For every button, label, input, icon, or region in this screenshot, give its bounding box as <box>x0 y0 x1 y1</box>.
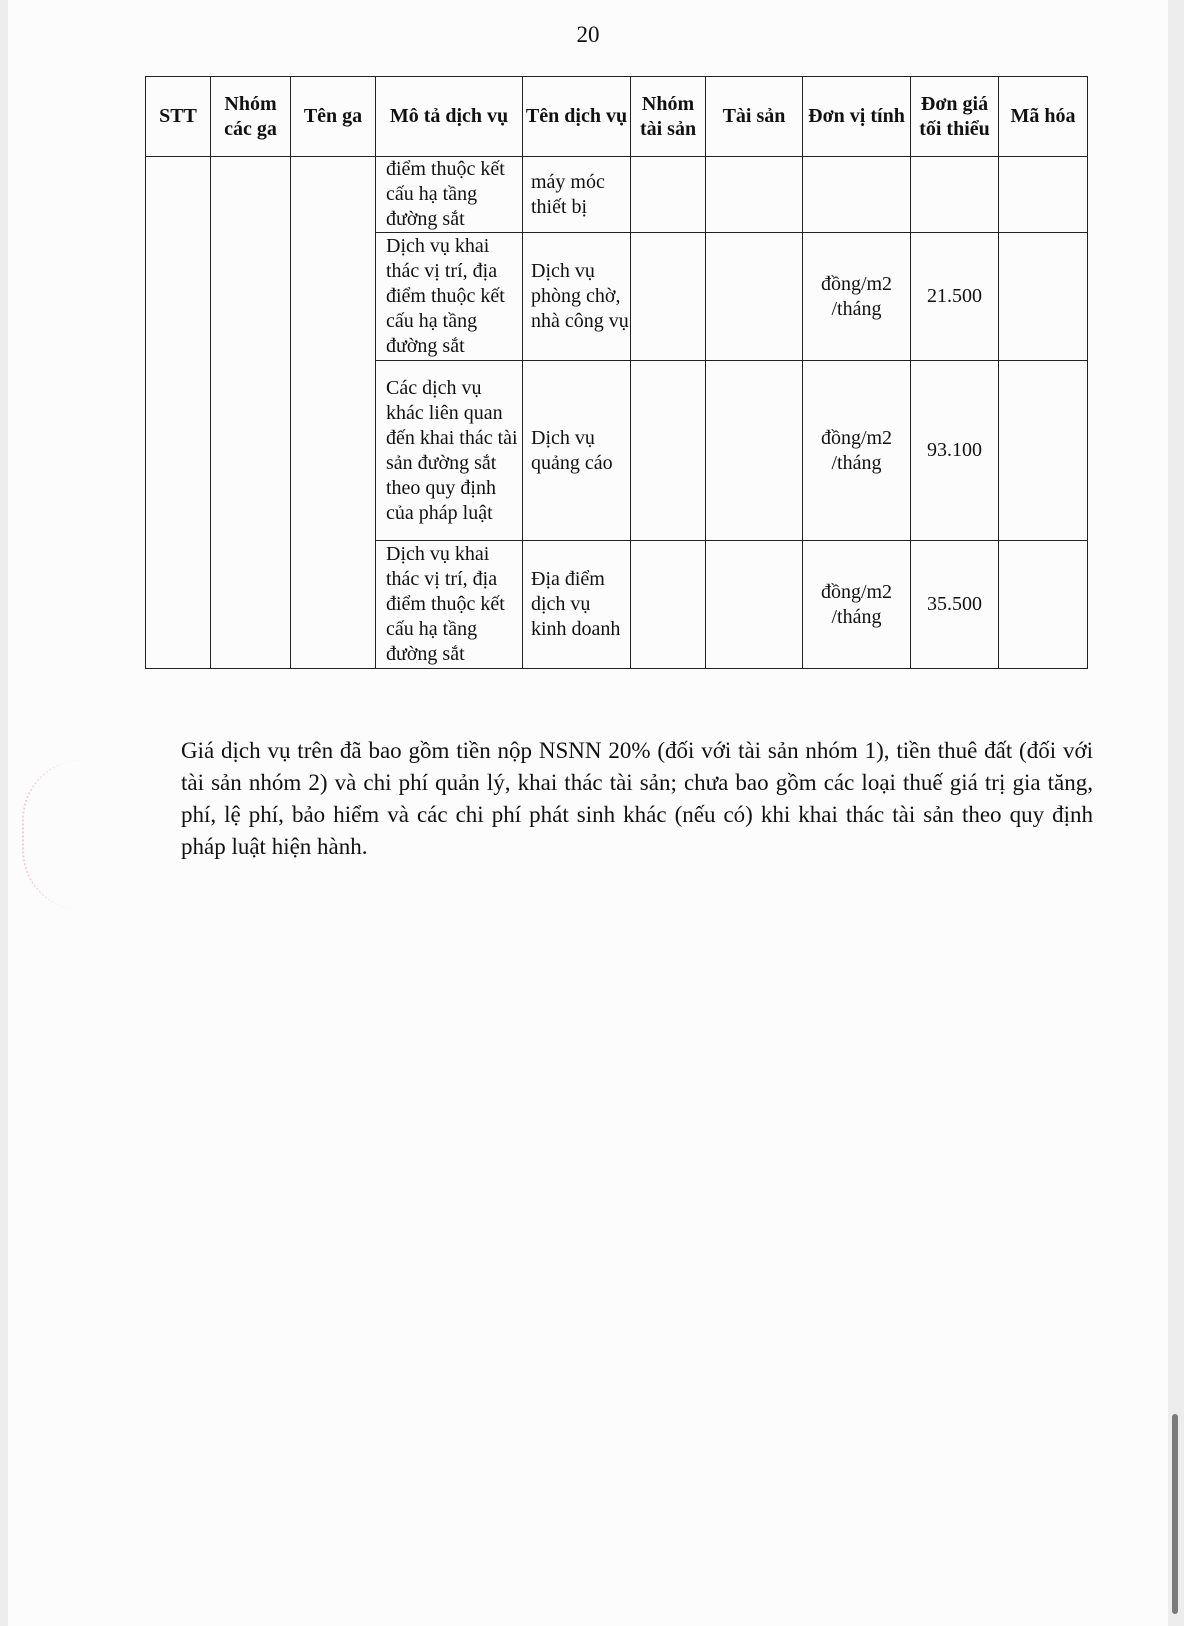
code-cell <box>999 541 1088 669</box>
service-description-cell: Các dịch vụ khác liên quan đến khai thác tài sản đường sắt theo quy định của pháp luật <box>376 361 523 541</box>
service-name-cell: Dịch vụ phòng chờ, nhà công vụ <box>523 233 631 361</box>
table-row <box>146 157 1088 233</box>
asset-cell <box>706 233 803 361</box>
stamp-mark <box>22 760 84 910</box>
code-cell <box>999 233 1088 361</box>
asset-group-cell <box>631 157 706 233</box>
price-note-paragraph: Giá dịch vụ trên đã bao gồm tiền nộp NSNN 20% (đối với tài sản nhóm 1), tiền thuê đất (đối với tài sản nhóm 2) và chi phí quản lý, khai thác tài sản; chưa bao gồm các loại thuế giá trị gia tăng, phí, lệ phí, bảo hiểm và các chi phí phát sinh khác (nếu có) khi khai thác tài sản theo quy định pháp luật hiện hành. <box>181 738 1093 859</box>
unit-cell <box>803 157 911 233</box>
station-group-cell <box>211 157 291 669</box>
header-service-description: Mô tả dịch vụ <box>376 77 523 157</box>
unit-cell: đồng/m2 /tháng <box>803 361 911 541</box>
unit-cell: đồng/m2 /tháng <box>803 541 911 669</box>
asset-group-cell <box>631 233 706 361</box>
header-code: Mã hóa <box>999 77 1088 157</box>
page-number: 20 <box>576 22 600 47</box>
service-name-cell: Dịch vụ quảng cáo <box>523 361 631 541</box>
table-header-row <box>146 77 1088 157</box>
price-cell: 93.100 <box>911 361 999 541</box>
stt-cell <box>146 157 211 669</box>
header-unit: Đơn vị tính <box>803 77 911 157</box>
code-cell <box>999 157 1088 233</box>
header-asset: Tài sản <box>706 77 803 157</box>
asset-group-cell <box>631 361 706 541</box>
price-cell: 35.500 <box>911 541 999 669</box>
service-description-cell: Dịch vụ khai thác vị trí, địa điểm thuộc kết cấu hạ tầng đường sắt <box>376 541 523 669</box>
vertical-scrollbar[interactable] <box>1172 1414 1178 1614</box>
price-cell <box>911 157 999 233</box>
tariff-table <box>145 76 1088 669</box>
asset-cell <box>706 157 803 233</box>
asset-cell <box>706 541 803 669</box>
price-cell: 21.500 <box>911 233 999 361</box>
service-description-cell: điểm thuộc kết cấu hạ tầng đường sắt <box>376 157 523 233</box>
document-page <box>8 0 1168 1626</box>
asset-cell <box>706 361 803 541</box>
station-name-cell <box>291 157 376 669</box>
header-station-name: Tên ga <box>291 77 376 157</box>
service-name-cell: Địa điểm dịch vụ kinh doanh <box>523 541 631 669</box>
header-min-price: Đơn giá tối thiểu <box>911 77 999 157</box>
asset-group-cell <box>631 541 706 669</box>
service-description-cell: Dịch vụ khai thác vị trí, địa điểm thuộc kết cấu hạ tầng đường sắt <box>376 233 523 361</box>
service-name-cell: máy móc thiết bị <box>523 157 631 233</box>
header-asset-group: Nhóm tài sản <box>631 77 706 157</box>
unit-cell: đồng/m2 /tháng <box>803 233 911 361</box>
code-cell <box>999 361 1088 541</box>
header-station-group: Nhóm các ga <box>211 77 291 157</box>
header-service-name: Tên dịch vụ <box>523 77 631 157</box>
header-stt: STT <box>146 77 211 157</box>
